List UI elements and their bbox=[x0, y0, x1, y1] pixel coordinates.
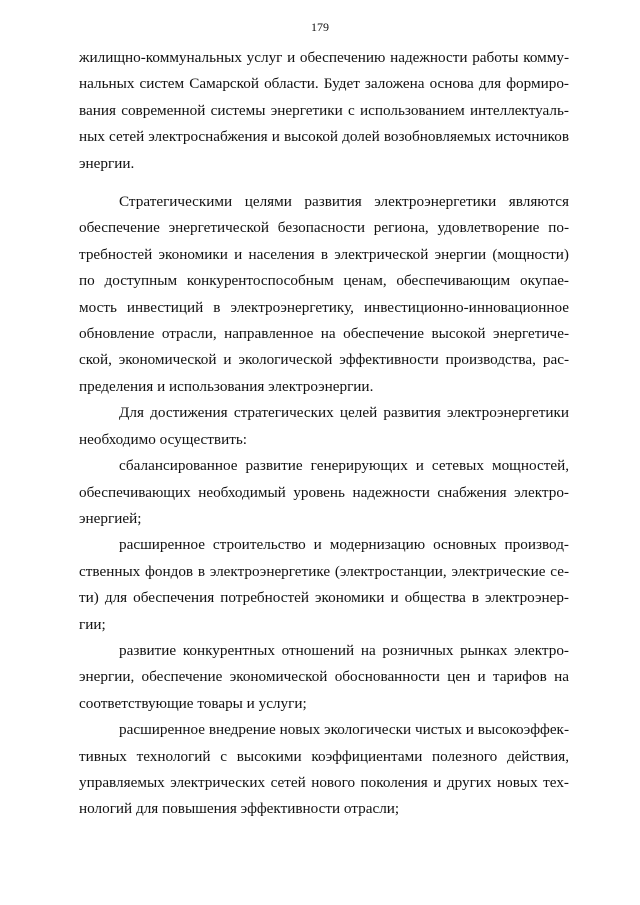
text-line: гии; bbox=[79, 615, 106, 633]
text-line: Стратегическими целями развития электроэнергетики являются bbox=[119, 193, 569, 211]
text-line: расширенное строительство и модернизацию основных производ- bbox=[119, 536, 569, 554]
page-number: 179 bbox=[311, 20, 329, 34]
text-line: соответствующие товары и услуги; bbox=[79, 694, 307, 712]
text-line: Для достижения стратегических целей развития электроэнергетики bbox=[119, 404, 569, 422]
text-line: нологий для повышения эффективности отрасли; bbox=[79, 800, 400, 818]
text-line: управляемых электрических сетей нового поколения и других новых тех- bbox=[79, 773, 569, 791]
paragraph-7 bbox=[79, 717, 569, 823]
text-line: вания современной системы энергетики с использованием интеллектуаль- bbox=[79, 101, 569, 119]
text-line: энергии, обеспечение экономической обоснованности цен и тарифов на bbox=[79, 668, 569, 686]
body-text bbox=[79, 45, 569, 823]
text-line: энергией; bbox=[79, 509, 142, 527]
text-line: обеспечение энергетической безопасности региона, удовлетворение по- bbox=[79, 219, 569, 237]
text-line: пределения и использования электроэнергии. bbox=[79, 377, 374, 395]
text-line: сбалансированное развитие генерирующих и сетевых мощностей, bbox=[119, 457, 569, 475]
text-line: ской, экономической и экологической эффективности производства, рас- bbox=[79, 351, 569, 369]
text-line: нальных систем Самарской области. Будет заложена основа для формиро- bbox=[79, 75, 569, 93]
paragraph-4 bbox=[79, 453, 569, 532]
text-line: требностей экономики и населения в электрической энергии (мощности) bbox=[79, 245, 569, 263]
text-line: расширенное внедрение новых экологически чистых и высокоэффек- bbox=[119, 721, 569, 739]
text-line: необходимо осуществить: bbox=[79, 430, 248, 448]
paragraph-2 bbox=[79, 189, 569, 400]
text-line: обеспечивающих необходимый уровень надежности снабжения электро- bbox=[79, 483, 569, 501]
paragraph-6 bbox=[79, 638, 569, 717]
text-line: развитие конкурентных отношений на розничных рынках электро- bbox=[119, 641, 569, 659]
text-line: обновление отрасли, направленное на обеспечение высокой энергетиче- bbox=[79, 325, 569, 343]
paragraph-5 bbox=[79, 532, 569, 638]
text-line: энергии. bbox=[79, 154, 135, 172]
text-line: ственных фондов в электроэнергетике (электростанции, электрические се- bbox=[79, 562, 569, 580]
text-line: жилищно-коммунальных услуг и обеспечению надежности работы комму- bbox=[79, 49, 569, 66]
paragraph-1 bbox=[79, 45, 569, 177]
text-line: ных сетей электроснабжения и высокой долей возобновляемых источников bbox=[79, 128, 569, 146]
text-line: ти) для обеспечения потребностей экономики и общества в электроэнер- bbox=[79, 589, 569, 607]
text-line: тивных технологий с высокими коэффициентами полезного действия, bbox=[79, 747, 569, 765]
text-line: мость инвестиций в электроэнергетику, инвестиционно-инновационное bbox=[79, 298, 569, 316]
text-line: по доступным конкурентоспособным ценам, обеспечивающим окупае- bbox=[79, 272, 569, 290]
paragraph-3 bbox=[79, 400, 569, 453]
